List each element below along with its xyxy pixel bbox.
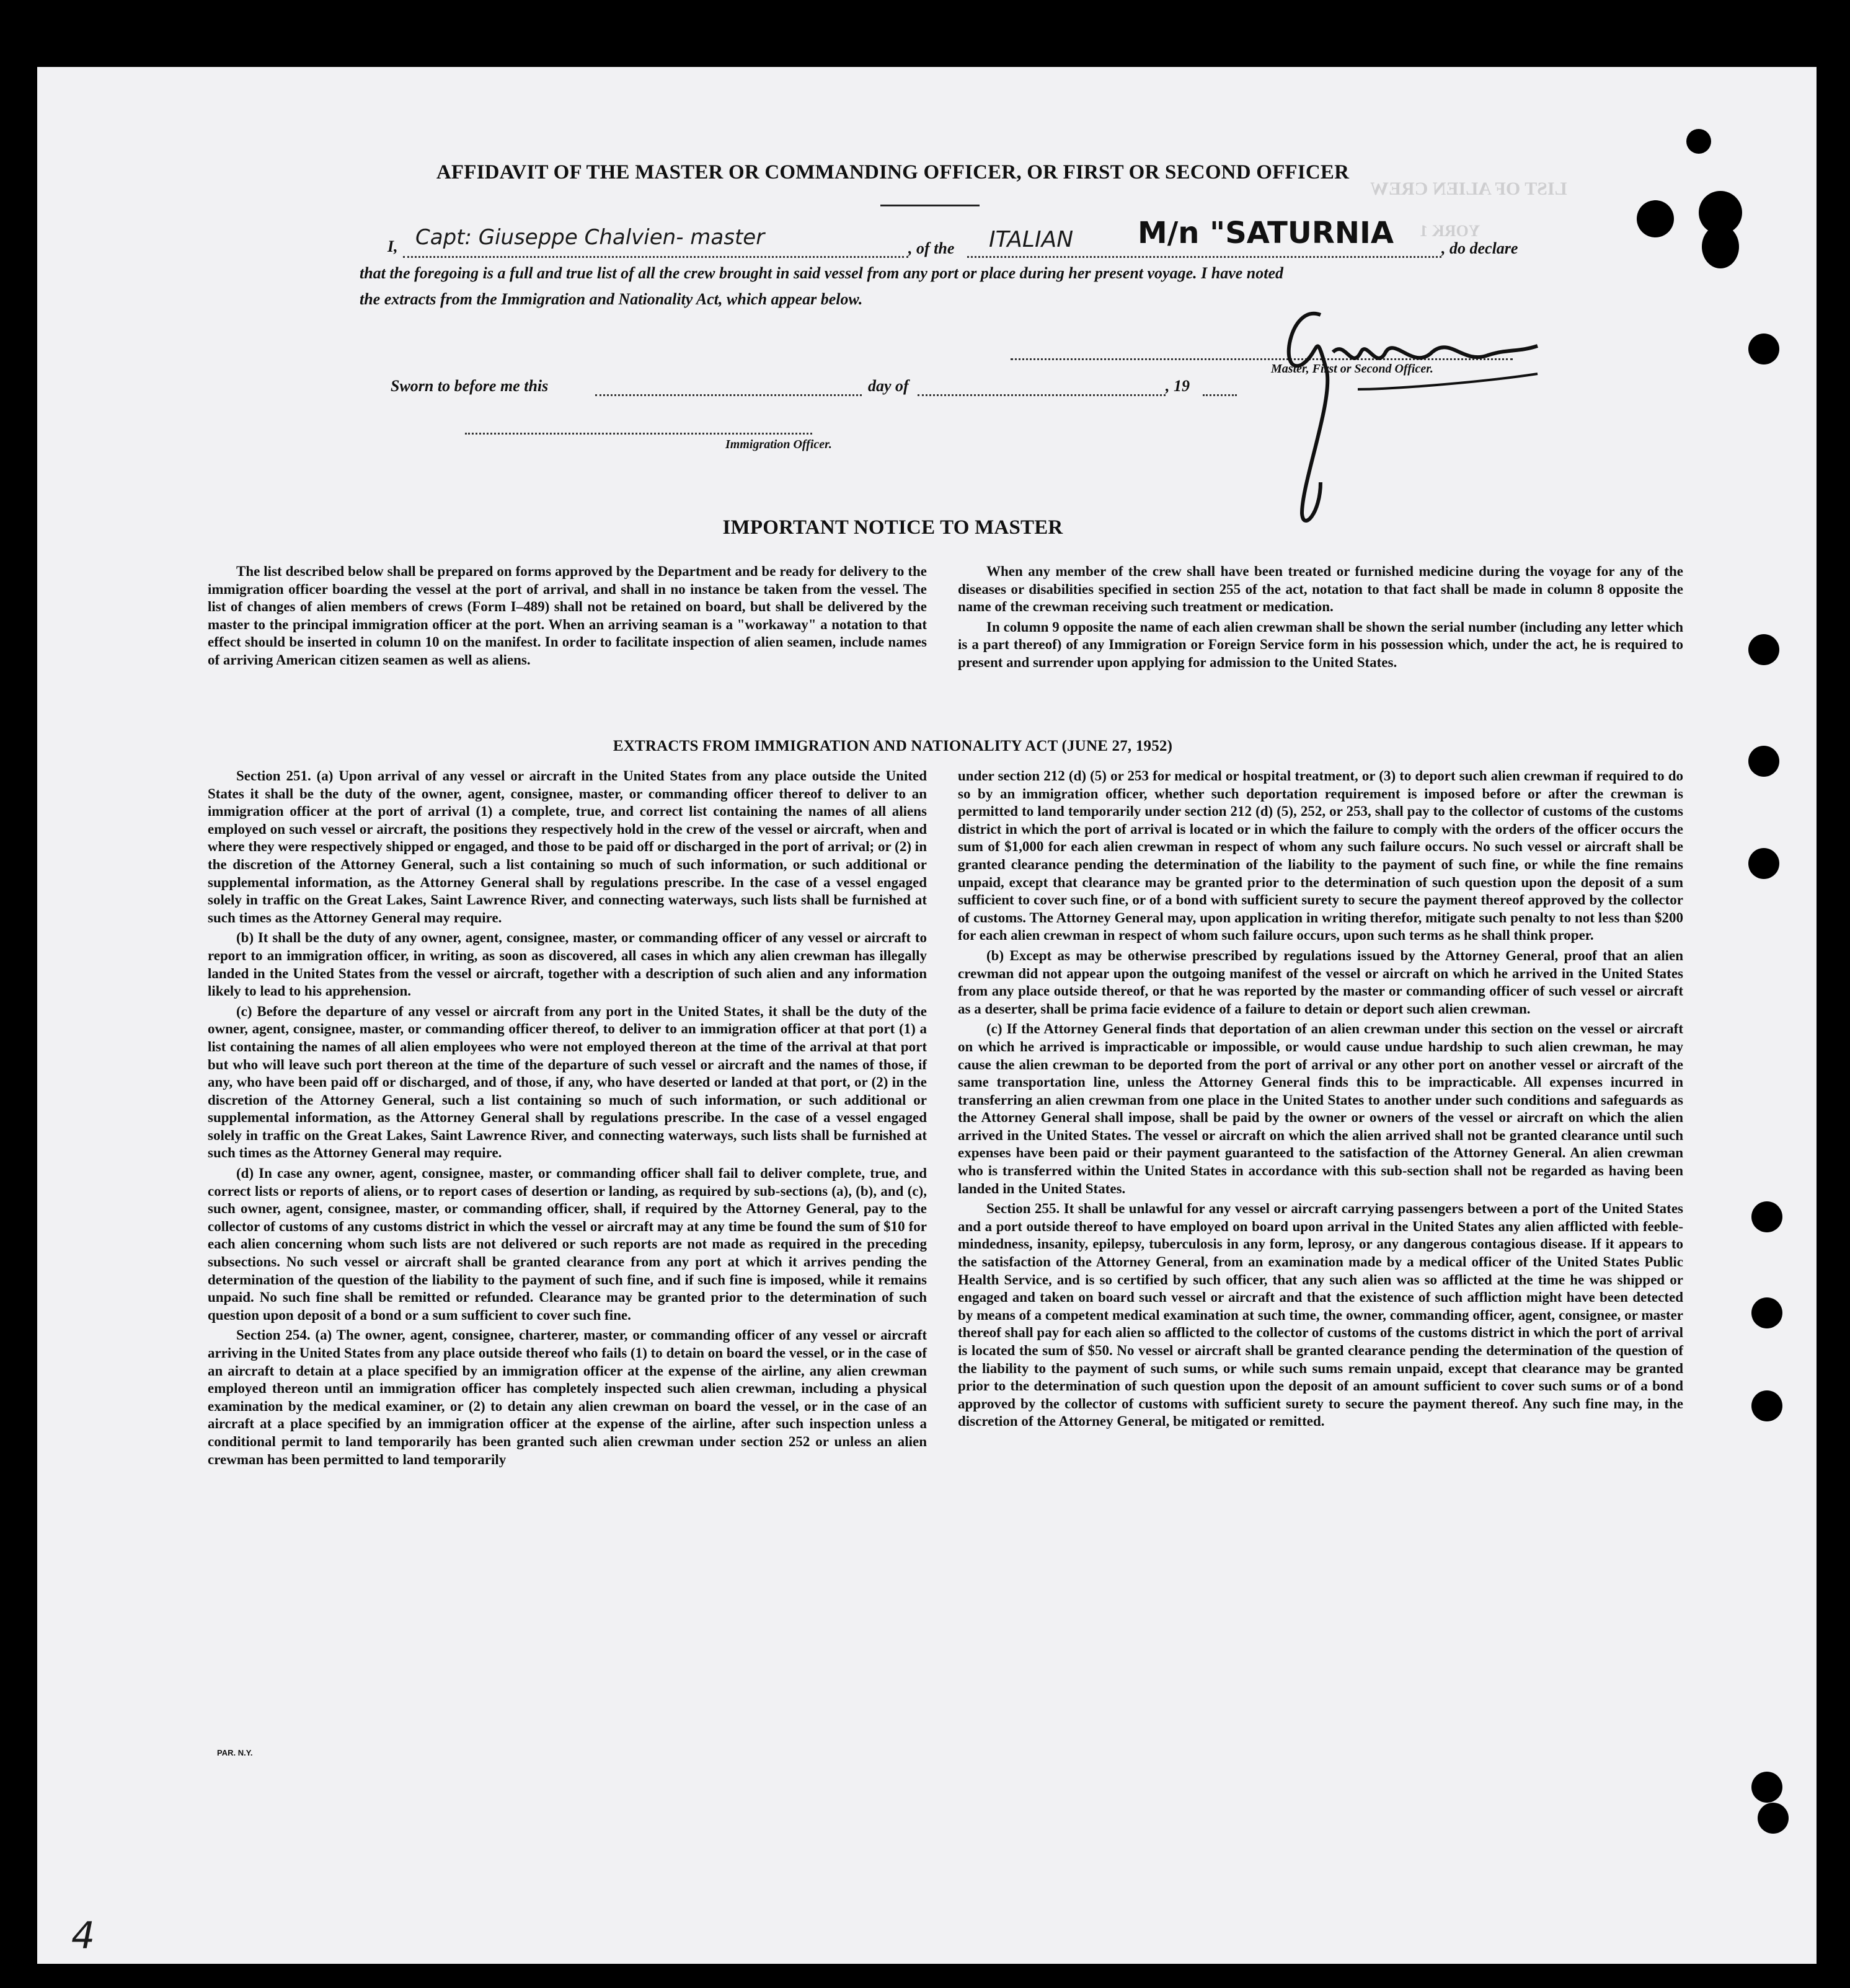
title-rule [880, 205, 980, 206]
bleed-through-text: YORK 1 [1420, 222, 1480, 240]
notice-left-paragraph: The list described below shall be prepared on forms approved by the Department and be ready for delivery to the immigration officer boarding the vessel at the port of arrival, and shall in no instance be taken from the vessel. The list of changes of alien members of crews (Form I–489) shall not be retained on board, but shall be delivered by the master to the principal immigration officer at the port. When an arriving seaman is a "workaway" a notation to that effect should be inserted in column 10 on the manifest. In order to facilitate inspection of alien seamen, include names of arriving American citizen seamen as well as aliens. [208, 563, 927, 668]
extracts-right-column [958, 767, 1683, 1433]
notice-right-paragraph: In column 9 opposite the name of each alien crewman shall be shown the serial number (including any letter which is a part thereof) of any Immigration or Foreign Service form in his possession which, under the act, he is required to present and surrender upon applying for admission to the United States. [958, 619, 1683, 670]
year-prefix: , 19 [1166, 377, 1190, 395]
vessel-name-stamp: M/n "SATURNIA [1138, 216, 1394, 250]
punch-hole [1751, 1772, 1782, 1803]
extract-paragraph: (b) It shall be the duty of any owner, agent, consignee, master, or commanding officer of any vessel or aircraft to report to an immigration officer, in writing, as soon as discovered, all cases in which any alien crewman has illegally landed in the United States from the vessel or aircraft, together with a description of such alien and any information likely to lead to his apprehension. [208, 930, 927, 999]
punch-hole [1758, 1803, 1789, 1834]
master-name-line [403, 256, 908, 258]
notice-left-column [208, 563, 927, 672]
affidavit-title: AFFIDAVIT OF THE MASTER OR COMMANDING OFFICER, OR FIRST OR SECOND OFFICER [436, 161, 1350, 183]
punch-hole [1748, 634, 1779, 665]
signature-scribble [1228, 278, 1550, 544]
signature-caption: Master, First or Second Officer. [1271, 362, 1433, 376]
punch-hole [1748, 746, 1779, 777]
vessel-line [967, 256, 1441, 258]
year-line [1203, 394, 1237, 396]
nationality-handwritten: ITALIAN [989, 227, 1074, 252]
punch-hole [1751, 1297, 1782, 1328]
printer-mark: PAR. N.Y. [217, 1748, 253, 1757]
punch-hole [1702, 225, 1739, 268]
punch-hole [1751, 1201, 1782, 1232]
do-declare-label: , do declare [1441, 239, 1518, 257]
of-the-label: , of the [908, 239, 955, 257]
line1-prefix: I, [387, 237, 398, 255]
extract-paragraph: Section 254. (a) The owner, agent, consignee, charterer, master, or commanding officer of any vessel or aircraft arriving in the United States from any place outside thereof who fails (1) to detain on board the vessel, or in the case of an aircraft to detain at a place specified by an immigration officer at the expense of the airline, any alien crewman employed thereon until an immigration officer has completely inspected such alien crewman, including a physical examination by the medical examiner, or (2) to detain any alien crewman on board the vessel, or in the case of an aircraft at a place specified by an immigration officer at the expense of the airline, after such inspection unless a conditional permit to land temporarily has been granted such alien crewman under section 252 or unless an alien crewman has been permitted to land temporarily [208, 1327, 927, 1467]
sworn-month-line [918, 394, 1166, 396]
punch-hole [1751, 1390, 1782, 1421]
notice-right-column [958, 563, 1683, 674]
extract-paragraph: (c) If the Attorney General finds that deportation of an alien crewman under this section on the vessel or aircraft on which he arrived is impracticable or impossible, or would cause undue hardship to such alien crewman, he may cause the alien crewman to be deported from the port of arrival or any other port on another vessel or aircraft of the same transportation line, unless the Attorney General finds this to be impracticable. All expenses incurred in transferring an alien crewman from one place in the United States to another under such conditions and safeguards as the Attorney General shall impose, shall be paid by the owner or owners of the vessel or aircraft on which the alien arrived in the United States. The vessel or aircraft on which the alien arrived shall not be granted clearance until such expenses have been paid or their payment guaranteed to the satisfaction of the Attorney General. An alien crewman who is transferred within the United States in accordance with this sub-section shall not be regarded as having been landed in the United States. [958, 1021, 1683, 1196]
bleed-through-text: LIST OF ALIEN CREW [1370, 179, 1567, 199]
master-name-handwritten: Capt: Giuseppe Chalvien- master [415, 225, 765, 250]
notice-title: IMPORTANT NOTICE TO MASTER [722, 516, 1063, 539]
extracts-left-column [208, 767, 927, 1471]
punch-hole [1748, 334, 1779, 364]
notice-right-paragraph: When any member of the crew shall have been treated or furnished medicine during the voyage for any of the diseases or disabilities specified in section 255 of the act, notation to that fact shall be made in column 8 opposite the name of the crewman receiving such treatment or medication. [958, 563, 1683, 615]
document-page [37, 67, 1817, 1964]
affidavit-line3: the extracts from the Immigration and Nationality Act, which appear below. [360, 290, 863, 308]
officer-signature-line [465, 433, 812, 435]
punch-hole [1686, 129, 1711, 154]
extract-paragraph: under section 212 (d) (5) or 253 for medical or hospital treatment, or (3) to deport such alien crewman if required to do so by an immigration officer, whether such deportation requirement is imposed before or after the crewman is permitted to land temporarily under section 212 (d) (5), 252, or 253, shall pay to the collector of customs of the customs district in which the port of arrival is located or in which the failure to comply with the orders of the officer occurs the sum of $1,000 for each alien crewman in respect of whom any such failure occurs. No such vessel or aircraft shall be granted clearance pending the determination of the liability to the payment of such fine, or while the fine remains unpaid, except that clearance may be granted prior to the determination of such question upon the deposit of a sum sufficient to cover such fine, or of a bond with sufficient surety to secure the payment thereof approved by the collector of customs. The Attorney General may, upon application in writing therefor, mitigate such penalty to not less than $200 for each alien crewman in respect of whom such failure occurs, upon such terms as he shall think proper. [958, 768, 1683, 943]
extract-paragraph: Section 251. (a) Upon arrival of any vessel or aircraft in the United States from any place outside the United States it shall be the duty of the owner, agent, consignee, master, or commanding officer thereof to deliver to an immigration officer at the port of arrival (1) a complete, true, and correct list containing the names of all aliens employed on such vessel or aircraft, the positions they respectively hold in the crew of the vessel or aircraft, when and where they were respectively shipped or engaged, and those to be paid off or discharged in the port of arrival; or (2) in the discretion of the Attorney General, such a list containing so much of such information, or such additional or supplemental information, as the Attorney General shall by regulations prescribe. In the case of a vessel engaged solely in traffic on the Great Lakes, Saint Lawrence River, and connecting waterways, such lists shall be furnished at such times as the Attorney General may require. [208, 768, 927, 926]
extract-paragraph: (b) Except as may be otherwise prescribed by regulations issued by the Attorney General, proof that an alien crewman did not appear upon the outgoing manifest of the vessel or aircraft on which he arrived in the United States from any place outside thereof, or that he was reported by the master or commanding officer of such vessel or aircraft as a deserter, shall be prima facie evidence of a failure to detain or deport such alien crewman. [958, 947, 1683, 1017]
sworn-prefix: Sworn to before me this [391, 377, 549, 395]
officer-caption: Immigration Officer. [725, 438, 832, 451]
extracts-title: EXTRACTS FROM IMMIGRATION AND NATIONALITY ACT (JUNE 27, 1952) [613, 738, 1173, 754]
punch-hole [1637, 200, 1674, 237]
extract-paragraph: (d) In case any owner, agent, consignee, master, or commanding officer shall fail to deliver complete, true, and correct lists or reports of aliens, or to report cases of desertion or landing, as required by sub-sections (a), (b), and (c), such owner, agent, consignee, master, or commanding officer, shall, if required by the Attorney General, pay to the collector of customs of any customs district in which the vessel or aircraft may at any time be found the sum of $10 for each alien concerning whom such lists are not delivered or such reports are not made as required in the preceding subsections. No such vessel or aircraft shall be granted clearance from any port at which it arrives pending the determination of the question of the liability to the payment of such fine, and if such fine is imposed, while it remains unpaid. No such fine shall be remitted or refunded. Clearance may be granted prior to the determination of such question upon deposit of a bond or a sum sufficient to cover such fine. [208, 1165, 927, 1323]
sworn-day-line [595, 394, 862, 396]
punch-hole [1748, 848, 1779, 879]
day-of-label: day of [868, 377, 909, 395]
affidavit-line2: that the foregoing is a full and true list of all the crew brought in said vessel from any port or place during her present voyage. I have noted [360, 264, 1284, 282]
extract-paragraph: (c) Before the departure of any vessel or aircraft from any port in the United States, it shall be the duty of the owner, agent, consignee, master, or commanding officer thereof, to deliver to an immigration officer at that port (1) a list containing the names of all alien employees who were not employed thereon at the time of the arrival at that port but who will leave such port thereon at the time of the departure of such vessel or aircraft and the names of those, if any, who have been paid off or discharged, and of those, if any, who have deserted or landed at that port, or (2) in the discretion of the Attorney General, such a list containing so much of such information, or such additional or supplemental information, as the Attorney General shall by regulations prescribe. In the case of a vessel engaged solely in traffic on the Great Lakes, Saint Lawrence River, and connecting waterways, such lists shall be furnished at such times as the Attorney General may require. [208, 1003, 927, 1161]
extract-paragraph: Section 255. It shall be unlawful for any vessel or aircraft carrying passengers between a port of the United States and a port outside thereof to have employed on board upon arrival in the United States any alien afflicted with feeble-mindedness, insanity, epilepsy, tuberculosis in any form, leprosy, or any dangerous contagious disease. If it appears to the satisfaction of the Attorney General, from an examination made by a medical officer of the United States Public Health Service, and is so certified by such officer, that any such alien was so afflicted at the time he was shipped or engaged and taken on board such vessel or aircraft and that the existence of such affliction might have been detected by means of a competent medical examination at such time, the owner, commanding officer, agent, consignee, or master thereof shall pay for each alien so afflicted to the collector of customs of the customs district in which the port of arrival is located the sum of $50. No vessel or aircraft shall be granted clearance pending the determination of the question of the liability to the payment of such sums, or while such sums remain unpaid, except that clearance may be granted prior to the determination of such question upon the deposit of an amount sufficient to cover such sums or of a bond approved by the collector of customs with sufficient surety to secure the payment thereof. Any such fine may, in the discretion of the Attorney General, be mitigated or remitted. [958, 1201, 1683, 1429]
corner-handwritten-mark: 4 [71, 1914, 95, 1958]
